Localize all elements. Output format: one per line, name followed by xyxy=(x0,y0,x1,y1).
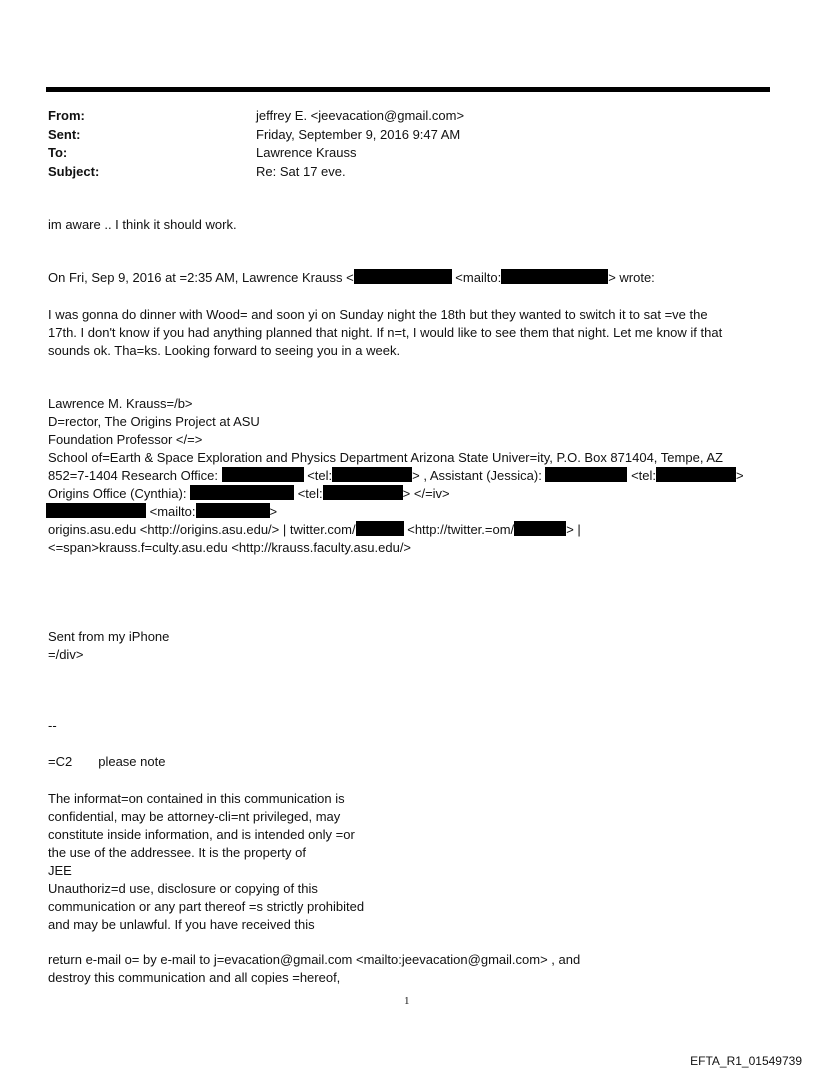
sig-text: <tel: xyxy=(631,468,657,483)
header-rule xyxy=(46,87,770,92)
redaction xyxy=(222,467,304,482)
sig-text: origins.asu.edu <http://origins.asu.edu/> | twitter.com/ xyxy=(48,522,356,537)
quoted-message-line: sounds ok. Tha=ks. Looking forward to seeing you in a week. xyxy=(48,343,401,358)
redaction xyxy=(356,521,404,536)
note-text: please note xyxy=(98,754,166,769)
div-tag-text: =/div> xyxy=(48,647,84,662)
subject-label: Subject: xyxy=(48,163,100,179)
from-label: From: xyxy=(48,108,85,123)
document-id: EFTA_R1_01549739 xyxy=(690,1054,802,1068)
sent-label: Sent: xyxy=(48,126,81,142)
signature-line: Lawrence M. Krauss=/b> xyxy=(48,396,193,411)
disclaimer-line: and may be unlawful. If you have received this xyxy=(48,917,315,932)
sig-text: > , Assistant (Jessica): xyxy=(412,468,542,483)
redaction xyxy=(46,503,146,518)
sig-text: <tel: xyxy=(307,468,333,483)
sent-from-iphone: Sent from my iPhone xyxy=(48,629,170,644)
signature-line xyxy=(46,503,277,521)
redaction xyxy=(545,467,627,482)
sent-value: Friday, September 9, 2016 9:47 AM xyxy=(256,126,461,142)
sig-text: <http://twitter.=om/ xyxy=(407,522,515,537)
signature-line xyxy=(48,521,581,539)
disclaimer-line: constitute inside information, and is intended only =or xyxy=(48,827,355,842)
disclaimer-line: the use of the addressee. It is the property of xyxy=(48,845,306,860)
sig-text: 852=7-1404 Research Office: xyxy=(48,468,218,483)
disclaimer-line: communication or any part thereof =s strictly prohibited xyxy=(48,899,365,914)
separator-dashes: -- xyxy=(48,718,57,733)
quote-attr-c: > wrote: xyxy=(608,270,655,285)
sig-text: Origins Office (Cynthia): xyxy=(48,486,187,501)
disclaimer-line: confidential, may be attorney-cli=nt privileged, may xyxy=(48,809,341,824)
redaction xyxy=(514,521,566,536)
redaction xyxy=(501,269,608,284)
signature-line: D=rector, The Origins Project at ASU xyxy=(48,414,260,429)
signature-line: School of=Earth & Space Exploration and Physics Department Arizona State Univer=ity, P.O. Box 871404, Tempe, AZ xyxy=(48,450,723,465)
quote-attr-b: <mailto: xyxy=(455,270,502,285)
to-value: Lawrence Krauss xyxy=(256,145,357,160)
sig-text: > xyxy=(269,504,278,519)
redaction xyxy=(196,503,270,518)
disclaimer-line: Unauthoriz=d use, disclosure or copying of this xyxy=(48,881,318,896)
return-mail-line: return e-mail o= by e-mail to j=evacation@gmail.com <mailto:jeevacation@gmail.com> , and xyxy=(48,952,581,967)
signature-line xyxy=(48,485,450,503)
reply-text: im aware .. I think it should work. xyxy=(48,217,237,232)
sig-text: > xyxy=(736,468,744,483)
disclaimer-line: The informat=on contained in this communication is xyxy=(48,791,345,806)
sig-text: <tel: xyxy=(297,486,323,501)
quoted-message-line: I was gonna do dinner with Wood= and soon yi on Sunday night the 18th but they wanted to switch it to sat =ve the xyxy=(48,307,708,322)
page-number: 1 xyxy=(404,995,410,1007)
signature-line: Foundation Professor </=> xyxy=(48,432,203,447)
to-label: To: xyxy=(48,145,68,160)
sig-text: > | xyxy=(566,522,581,537)
signature-line: <=span>krauss.f=culty.asu.edu <http://krauss.faculty.asu.edu/> xyxy=(48,540,412,555)
redaction xyxy=(332,467,412,482)
from-value: jeffrey E. <jeevacation@gmail.com> xyxy=(256,108,465,123)
subject-value: Re: Sat 17 eve. xyxy=(256,163,346,179)
redaction xyxy=(323,485,403,500)
redaction xyxy=(656,467,736,482)
sig-text: > </=iv> xyxy=(402,486,450,501)
sig-text: <mailto: xyxy=(149,504,196,519)
destroy-line: destroy this communication and all copies =hereof, xyxy=(48,970,341,985)
quote-attribution xyxy=(48,269,655,287)
signature-line xyxy=(48,467,744,485)
quoted-message-line: 17th. I don't know if you had anything planned that night. If n=t, I would like to see them that night. Let me know if that xyxy=(48,325,723,340)
disclaimer-line: JEE xyxy=(48,863,72,878)
please-note-line xyxy=(48,753,165,771)
quote-attr-a: On Fri, Sep 9, 2016 at =2:35 AM, Lawrence Krauss < xyxy=(48,270,354,285)
redaction xyxy=(354,269,452,284)
note-code: =C2 xyxy=(48,754,73,769)
redaction xyxy=(190,485,294,500)
